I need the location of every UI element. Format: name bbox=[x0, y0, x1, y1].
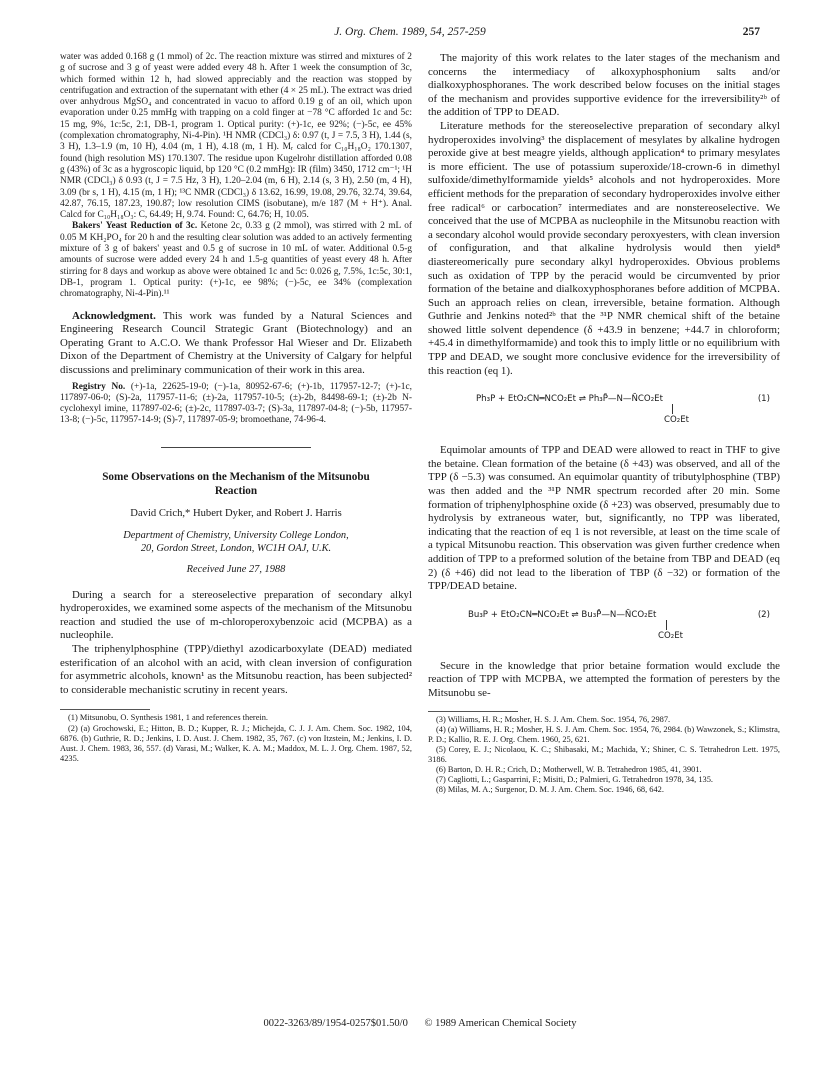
body-paragraph-2: Literature methods for the stereoselective preparation of secondary alkyl hydroperoxides involving³ the displacement of mesylates by alkaline hydrogen peroxide give at best meagre yields, although application⁴ to primary mesylates is more efficient. The use of potassium superoxide/18-crown-6 in dimethyl sulfoxide/dimethylformamide yields⁵ alcohols and not hydroperoxides. More efficient methods for the preparation of secondary hydroperoxides involve either free radical⁶ or carbocation⁷ intermediates and are nonstereoselective. We conceived that the use of MCPBA as nucleophile in the Mitsunobu reaction with a secondary alcohol would provide secondary peroxyesters, with clean inversion of configuration, and that alkaline hydrolysis would then yield⁸ diastereomerically pure secondary alkyl hydroperoxides. Obvious problems such as oxidation of TPP by the peracid would be circumvented by prior formation of the betaine and dialkoxyphosphoranes before addition of MCPBA. Such an approach relies on clean, irreversible, betaine formation. Although Guthrie and Jenkins noted²ᵇ that the ³¹P NMR chemical shift of the betaine showed little solvent dependence (δ +43.9 in benzene; +44.7 in chloroform; +45.4 in dimethylformamide) and took this to imply little or no equilibrium with TPP and DEAD, we sought more conclusive evidence for the irreversibility of this reaction (eq 1). bbox=[428, 119, 780, 377]
copyright-notice: © 1989 American Chemical Society bbox=[424, 1018, 577, 1029]
footnote-rule bbox=[428, 711, 518, 712]
section-divider bbox=[161, 447, 311, 448]
footnote: (8) Milas, M. A.; Surgenor, D. M. J. Am. Chem. Soc. 1946, 68, 642. bbox=[436, 785, 664, 795]
footnote-rule bbox=[60, 709, 150, 710]
footnote-list bbox=[428, 715, 780, 796]
yeast-reduction-text: Ketone 2c, 0.33 g (2 mmol), was stirred with 2 mL of 0.05 M KH₂PO₄ for 20 h and the resulting clear solution was added to an actively fermenting mixture of 3 g of bakers' yeast and 0.5 g of sucrose in 10 mL of water. Additional 0.5-g amounts of sucrose were added every 24 h and 1.5-g quantities of yeast every 48 h. After stirring for 8 days and workup as above were obtained 1c and 5c: 0.026 g, 7.5%, 1c:5c, 30:1, DB-1, program 1. Optical purity: (+)-1c, ee 98%; (−)-5c, ee 34% (complexation chromatography, Ni-4-Pin).¹¹ bbox=[60, 221, 413, 300]
equation-2-line: Bu₃P + EtO₂CN═NCO₂Et ⇌ Bu₃P̊—N—N̄CO₂Et bbox=[468, 609, 657, 620]
acknowledgment-text: This work was funded by a Natural Sciences and Engineering Research Council Strategic Grant (Biotechnology) and an Operating Grant to A.C.O. We thank Professor Hal Wieser and Dr. Elizabeth Dixon of the Department of Chemistry at the University of Calgary for helpful discussions and preliminary communication of their work in this area. bbox=[60, 309, 412, 376]
registry-text: (+)-1a, 22625-19-0; (−)-1a, 80952-67-6; (+)-1b, 117957-12-7; (+)-1c, 117897-06-0; (S)-2a, 117957-11-6; (±)-2a, 117957-10-5; (±)-2b, 84498-69-1; (±)-2b N-cyclohexyl imine, 117897-02-6; (±)-2c, 117897-03-7; (S)-3a, 117897-04-8; (−)-5b, 117957-13-8; (−)-5c, 117957-14-9; (S)-7, 117897-05-9; bromoethane, 74-96-4. bbox=[60, 381, 412, 426]
equation-2 bbox=[428, 604, 780, 646]
footnote: (7) Cagliotti, L.; Gasparrini, F.; Misiti, D.; Palmieri, G. Tetrahedron 1978, 34, 135. bbox=[436, 775, 714, 785]
equation-1-bond bbox=[672, 404, 673, 414]
running-header bbox=[60, 26, 760, 42]
footnote: (4) (a) Williams, H. R.; Mosher, H. S. J. Am. Chem. Soc. 1954, 76, 2984. (b) Wawzonek, S.; Klimstra, P. D.; Kallio, R. E. J. Org. Chem. 1960, 25, 621. bbox=[428, 724, 780, 744]
footnote-list bbox=[60, 713, 412, 763]
journal-citation: J. Org. Chem. 1989, 54, 257-259 bbox=[334, 26, 486, 38]
registry-heading: Registry No. bbox=[72, 381, 126, 392]
intro-paragraph-2: The triphenylphosphine (TPP)/diethyl azodicarboxylate (DEAD) mediated esterification of an alcohol with an acid, with clean inversion of configuration for asymmetric alcohols, known¹ as the Mitsunobu reaction, has been subjected² to considerable mechanistic scrutiny in recent years. bbox=[60, 643, 412, 696]
registry-paragraph bbox=[60, 382, 412, 427]
author-affiliation bbox=[60, 529, 412, 555]
yeast-reduction-heading: Bakers' Yeast Reduction of 3c. bbox=[72, 221, 198, 232]
footnote: (6) Barton, D. H. R.; Crich, D.; Motherwell, W. B. Tetrahedron 1985, 41, 3901. bbox=[436, 765, 702, 775]
page-footer bbox=[60, 1018, 780, 1029]
equation-2-number: (2) bbox=[757, 609, 770, 620]
left-footnotes bbox=[60, 709, 412, 763]
equation-1-number: (1) bbox=[757, 394, 770, 405]
article-title: Some Observations on the Mechanism of the Mitsunobu Reaction bbox=[102, 470, 370, 497]
acknowledgment-heading: Acknowledgment. bbox=[72, 309, 156, 322]
article-authors: David Crich,* Hubert Dyker, and Robert J. Harris bbox=[130, 507, 342, 519]
equation-1 bbox=[428, 388, 780, 430]
left-column bbox=[60, 52, 412, 764]
footnote: (3) Williams, H. R.; Mosher, H. S. J. Am. Chem. Soc. 1954, 76, 2987. bbox=[436, 714, 671, 724]
footnote: (1) Mitsunobu, O. Synthesis 1981, 1 and references therein. bbox=[68, 713, 269, 723]
experimental-paragraph: water was added 0.168 g (1 mmol) of 2c. The reaction mixture was stirred and mixtures of 2 g of sucrose and 3 g of yeast were added every 48 h. After 1 week the consumption of 3c, which formed within 12 h, had slowed appreciably and the reaction was stopped by centrifugation and extraction of the supernatant with ether (4 × 25 mL). The extract was dried over anhydrous MgSO₄ and concentrated in vacuo to afford 0.19 g of an oil, which upon evaporation under 0.25 mmHg with trapping on a cold finger at −78 °C afforded 1c and 5c: 15 mg, 9%, 1c:5c, 2:1, DB-1, program 1. Optical purity: (+)-1c, ee 92%; (−)-5c, ee 45% (complexation chromatography, Ni-4-Pin). ¹H NMR (CDCl₃) δ: 0.97 (t, J = 7.5, 3 H), 1.44 (s, 3 H), 1.3–1.9 (m, 10 H), 4.04 (m, 1 H), 4.18 (m, 1 H). Mᵣ calcd for C₁₀H₁₈O₂ 170.1307, found (high resolution MS) 170.1307. The residue upon Kugelrohr distillation afforded 0.08 g (43%) of 3c as a hygroscopic liquid, bp 120 °C (0.2 mmHg): IR (film) 3450, 1712 cm⁻¹; ¹H NMR (CDCl₃) δ 0.93 (t, J = 7.5 Hz, 3 H), 1.20–2.04 (m, 6 H), 2.14 (s, 3 H), 2.50 (m, 4 H), 3.09 (br s, 1 H), 4.15 (m, 1 H); ¹³C NMR (CDCl₃) δ 13.62, 16.99, 19.08, 29.76, 32.74, 39.64, 42.87, 76.15, 187.23, 190.87; low resolution CIMS (isobutane), m/e 187 (M + H⁺). Anal. Calcd for C₁₀H₁₈O₃: C, 64.49; H, 9.74. Found: C, 64.76; H, 10.05. bbox=[60, 52, 412, 221]
equation-2-bond bbox=[666, 620, 667, 630]
footnote: (5) Corey, E. J.; Nicolaou, K. C.; Shibasaki, M.; Machida, Y.; Shiner, C. S. Tetrahedron Lett. 1975, 3186. bbox=[428, 744, 780, 764]
equation-2-substituent: CO₂Et bbox=[658, 630, 684, 641]
received-date: Received June 27, 1988 bbox=[186, 563, 286, 575]
intro-paragraph-1: During a search for a stereoselective preparation of secondary alkyl hydroperoxides, we examined some aspects of the mechanism of the Mitsunobu reaction and studied the use of m-chloroperoxybenzoic acid (MCPBA) as a nucleophile. bbox=[60, 588, 412, 642]
equation-1-substituent: CO₂Et bbox=[664, 415, 690, 426]
article-code: 0022-3263/89/1954-0257$01.50/0 bbox=[263, 1018, 408, 1029]
right-column bbox=[428, 52, 780, 795]
page-number: 257 bbox=[742, 26, 760, 38]
body-paragraph-1: The majority of this work relates to the later stages of the mechanism and concerns the intermediacy of alkoxyphosphonium salts and/or dialkoxyphosphoranes. The work described below focuses on the initial stages of the mechanism and provides supportive evidence for the irreversibility²ᵇ of the addition of TPP to DEAD. bbox=[428, 52, 780, 119]
acknowledgment-paragraph bbox=[60, 310, 412, 378]
affiliation-line-2: 20, Gordon Street, London, WC1H OAJ, U.K. bbox=[140, 542, 332, 554]
yeast-reduction-paragraph bbox=[60, 221, 412, 300]
right-footnotes bbox=[428, 711, 780, 796]
affiliation-line-1: Department of Chemistry, University College London, bbox=[123, 529, 349, 541]
body-paragraph-4: Secure in the knowledge that prior betaine formation would exclude the reaction of TPP with MCPBA, we attempted the formation of peresters by the Mitsunobu se- bbox=[428, 659, 780, 699]
body-paragraph-3: Equimolar amounts of TPP and DEAD were allowed to react in THF to give the betaine. Clean formation of the betaine (δ +43) was observed, and all of the TPP (δ −5.3) was consumed. An equimolar quantity of tributylphosphine (TBP) was then added and the ³¹P NMR spectrum recorded after 20 min. Some formation of triphenylphosphine oxide (δ +23) was observed, presumably due to hydrolysis by extraneous water, but, significantly, no TPP was liberated, indicating that the reaction of eq 1 is not reversible, at least on the time scale of a typical Mitsunobu reaction. This observation was given further credence when addition of TPP to a preformed solution of the betaine from TBP and DEAD (eq 2) (δ +46) did not lead to the liberation of TBP (δ −32) or formation of the TPP/DEAD betaine. bbox=[428, 444, 780, 593]
equation-1-line: Ph₃P + EtO₂CN═NCO₂Et ⇌ Ph₃P̊—N—N̄CO₂Et bbox=[476, 394, 663, 405]
footnote: (2) (a) Grochowski, E.; Hitton, B. D.; Kupper, R. J.; Michejda, C. J. J. Am. Chem. Soc. 1982, 104, 6876. (b) Guthrie, R. D.; Jenkins, I. D. Aust. J. Chem. 1982, 35, 767. (c) von Itzstein, M.; Jenkins, I. D. Aust. J. Chem. 1983, 36, 557. (d) Varasi, M.; Walker, K. A. M.; Maddox, M. L. J. Org. Chem. 1987, 52, 4235. bbox=[60, 723, 412, 763]
